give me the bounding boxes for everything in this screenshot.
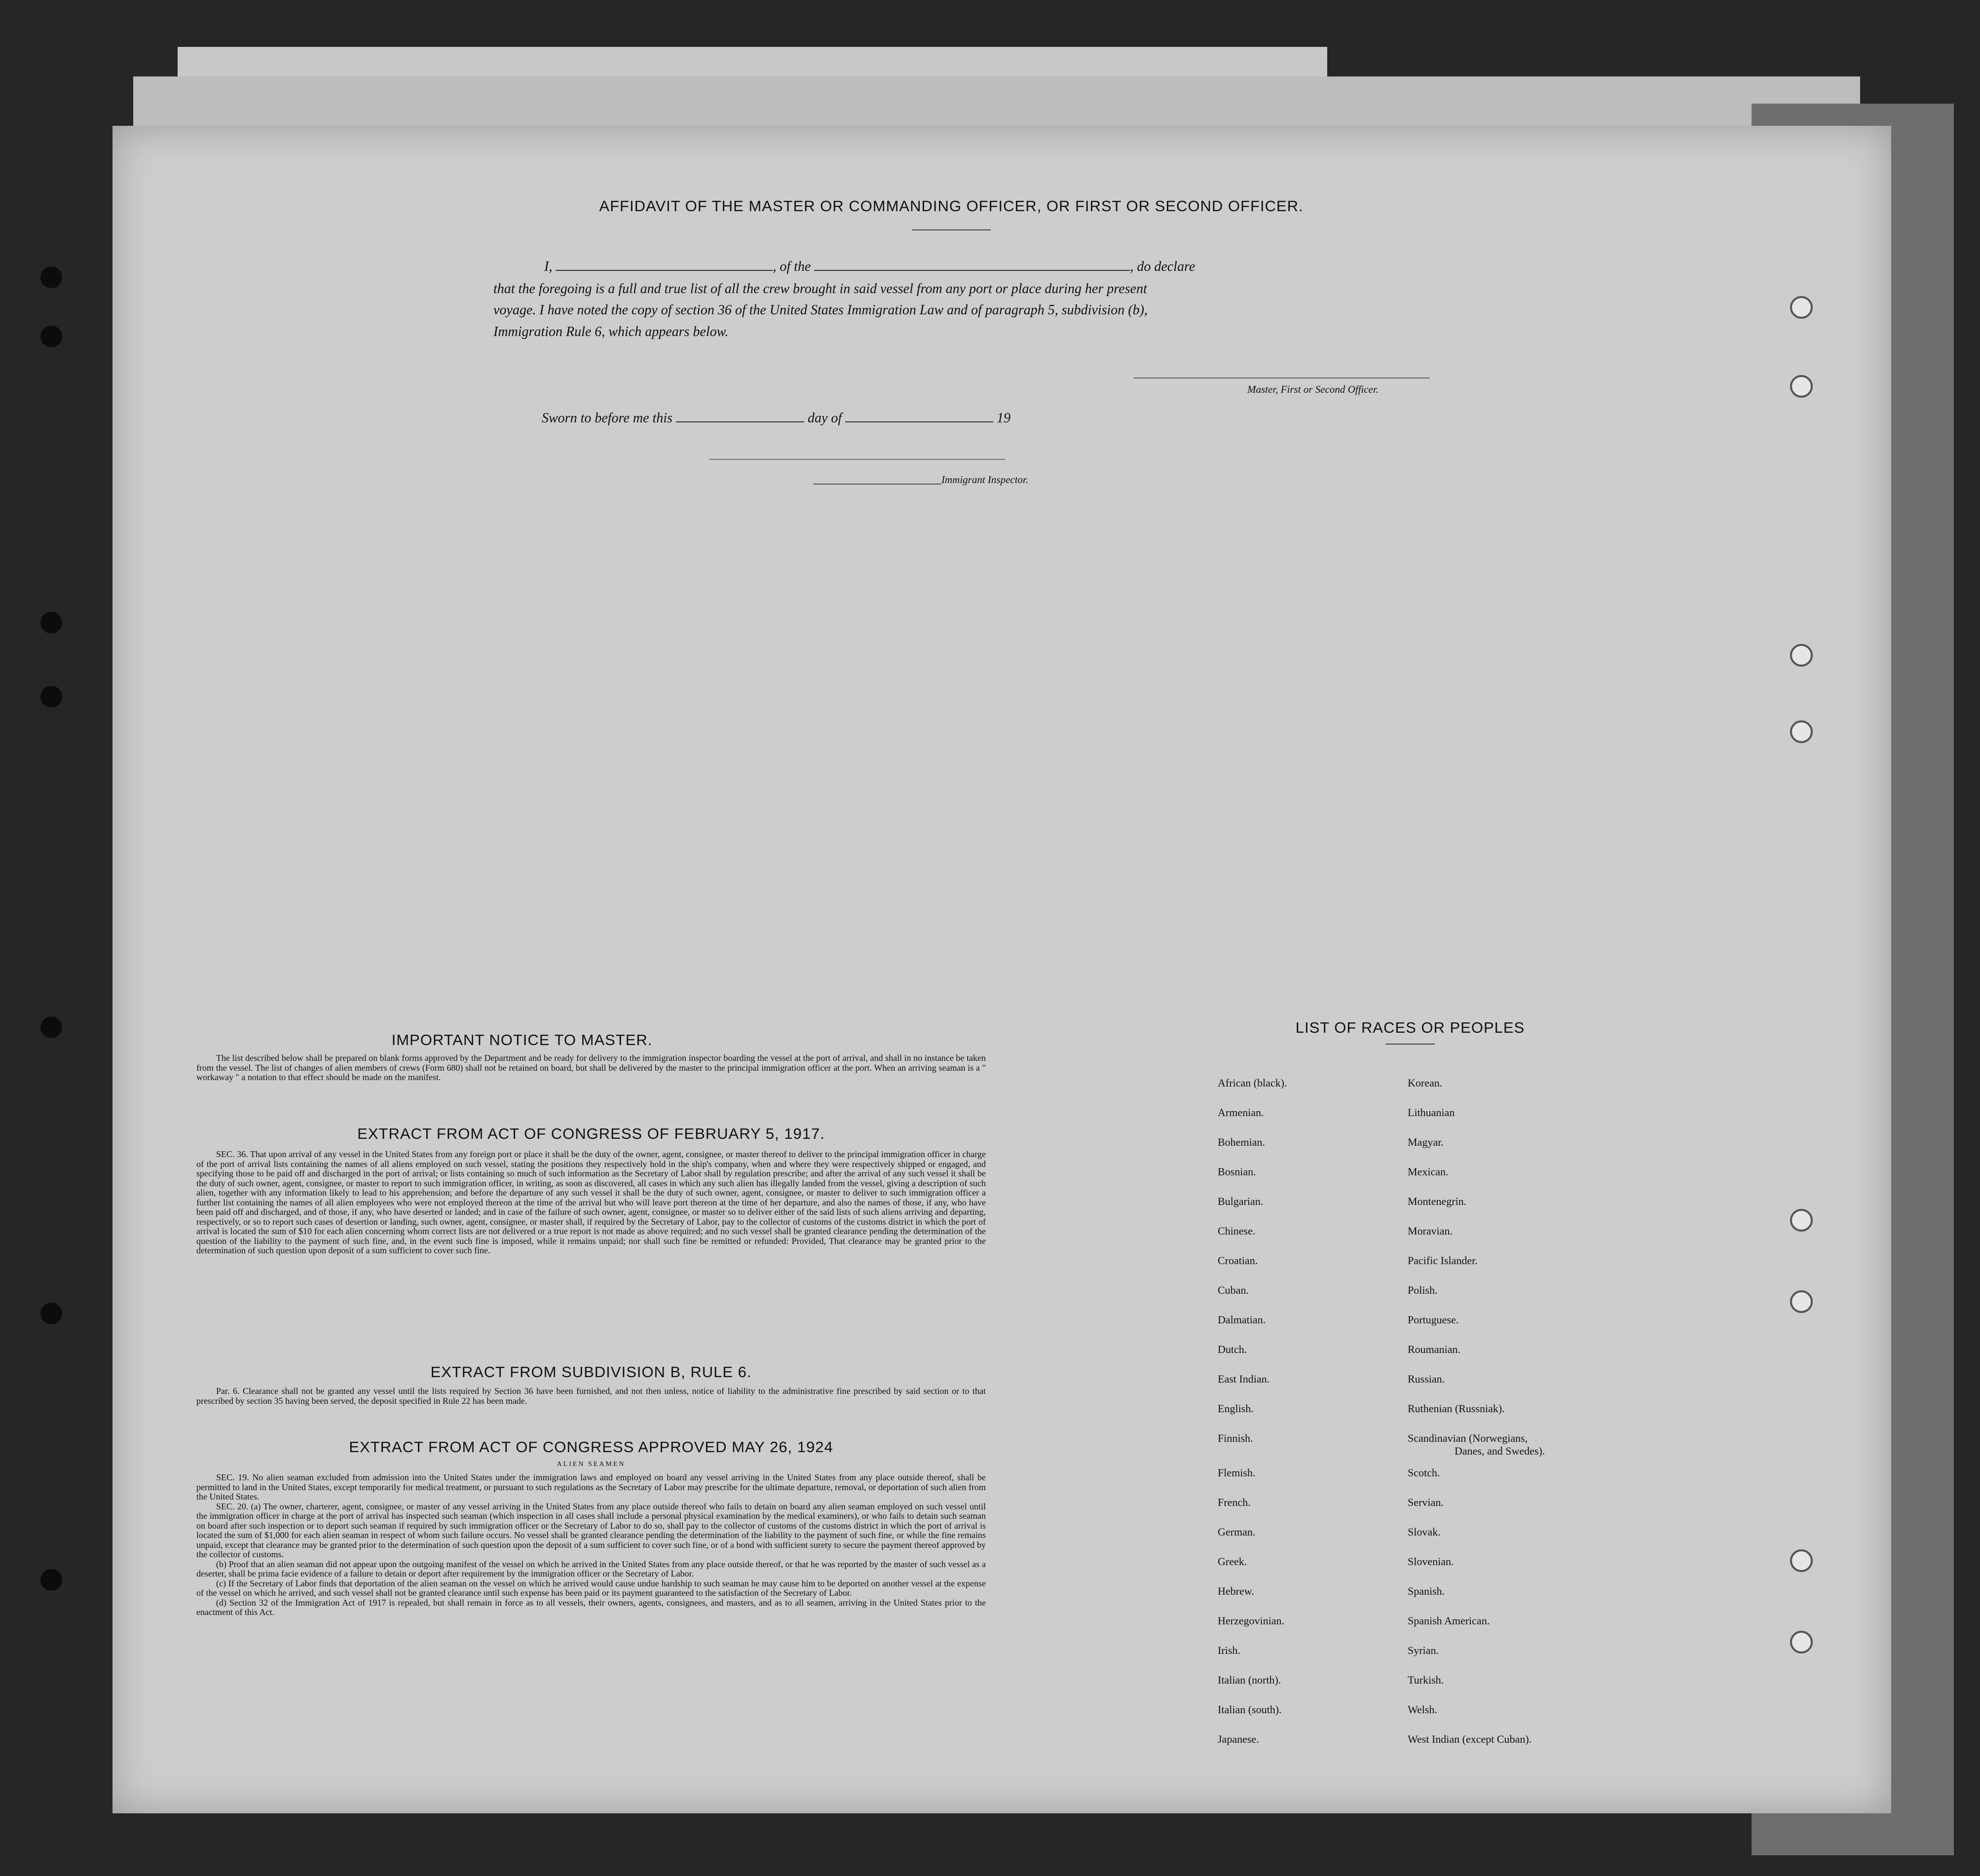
sworn-line — [542, 410, 1010, 426]
race-item: Japanese. — [1218, 1733, 1259, 1745]
race-item: Roumanian. — [1408, 1343, 1460, 1355]
races-title: LIST OF RACES OR PEOPLES — [1295, 1019, 1525, 1036]
race-item: Chinese. — [1218, 1225, 1256, 1237]
binder-hole — [40, 686, 62, 708]
year-prefix: 19 — [997, 411, 1011, 426]
affidavit-title: AFFIDAVIT OF THE MASTER OR COMMANDING OFFICER, OR FIRST OR SECOND OFFICER. — [599, 197, 1304, 215]
race-item: African (black). — [1218, 1077, 1287, 1089]
affidavit-line-2: that the foregoing is a full and true list of all the crew brought in said vessel from any port or place during her present — [493, 281, 1147, 297]
binder-hole — [40, 1016, 62, 1038]
race-item: Servian. — [1408, 1496, 1444, 1508]
race-item: German. — [1218, 1526, 1256, 1538]
inspector-signature-line[interactable] — [710, 459, 1006, 460]
punch-hole — [1790, 644, 1813, 667]
race-item: Scotch. — [1408, 1466, 1440, 1479]
binder-hole — [40, 266, 62, 288]
binder-hole — [40, 1569, 62, 1591]
race-item: Italian (south). — [1218, 1703, 1282, 1716]
race-item: Flemish. — [1218, 1466, 1256, 1479]
race-item: West Indian (except Cuban). — [1408, 1733, 1532, 1745]
race-item: Lithuanian — [1408, 1106, 1455, 1119]
punch-hole — [1790, 1549, 1813, 1572]
inspector-short-line — [813, 484, 941, 485]
race-item: Hebrew. — [1218, 1585, 1254, 1597]
race-item: Bulgarian. — [1218, 1195, 1264, 1207]
act-1924-text: SEC. 19. No alien seaman excluded from admission into the United States under the immigration laws and employed on board any vessel arriving in the United States from any place outside thereof, shall be permitted to land in the United States, except temporarily for medical treatment, or pursuant to such regulations as the Secretary of Labor may prescribe for the ultimate departure, removal, or deportation of such alien from the United States. SEC. 20. (a) The owner, charterer, agent, consignee, or master of any vessel arriving in the United States from any place outside thereof who fails to detain on board any alien seaman employed on such vessel until the immigration officer in charge at the port of arrival has inspected such seaman (which inspection in all cases shall include a personal physical examination by the medical examiners), or who fails to detain such seaman on board after such inspection or to deport such seaman if required by such immigration officer or the Secretary of Labor to do so, shall pay to the collector of customs of the customs district in which the port of arrival is located the sum of $1,000 for each alien seaman in respect of whom such failure occurs. No vessel shall be granted clearance pending the determination of the liability to the payment of such fine, or while the fine remains unpaid, except that clearance may be granted prior to the determination of such question upon the deposit of a sum sufficient to cover such fine, or of a bond with sufficient surety to secure the payment thereof approved by the collector of customs. (b) Proof that an alien seaman did not appear upon the outgoing manifest of the vessel on which he arrived in the United States from any place outside thereof, or that he was reported by the master of such vessel as a deserter, shall be prima facie evidence of a failure to detain or deport after requirement by the immigration officer or the Secretary of Labor. (c) If the Secretary of Labor finds that deportation of the alien seaman on the vessel on which he arrived would cause undue hardship to such seaman he may cause him to be deported on another vessel at the expense of the vessel on which he arrived, and such vessel shall not be granted clearance until such expense has been paid or its payment guaranteed to the satisfaction of the Secretary of Labor. (d) Section 32 of the Immigration Act of 1917 is repealed, but shall remain in force as to all vessels, their owners, agents, consignees, and masters, and as to all seamen, arriving in the United States prior to the enactment of this Act. — [196, 1472, 986, 1617]
title-rule — [912, 229, 991, 230]
race-item: Russian. — [1408, 1373, 1445, 1385]
act-1917-text: SEC. 36. That upon arrival of any vessel in the United States from any foreign port or place it shall be the duty of the owner, agent, consignee, or master thereof to deliver to the principal immigration officer in charge of the port of arrival lists containing the names of all aliens employed on such vessel, stating the positions they respectively hold in the ship's company, when and where they were respectively shipped or engaged, and specifying those to be paid off and discharged in the port of arrival; or lists containing so much of such information as the Secretary of Labor shall by regulation prescribe; and after the arrival of any such vessel it shall be the duty of such owner, agent, consignee, or master to report to such immigration officer, in writing, as soon as discovered, all cases in which any such alien has illegally landed from the vessel, giving a description of such alien, together with any information likely to lead to his apprehension; and before the departure of any such vessel it shall be the duty of such owner, agent, consignee, or master to deliver to such immigration officer a further list containing the names of all alien employees who were not employed thereon at the time of the arrival but who will leave port thereon at the time of her departure, and also the names of those, if any, who have been paid off and discharged, and of those, if any, who have deserted or landed; and in case of the failure of such owner, agent, consignee, or master so to deliver either of the said lists of such aliens arriving and departing, respectively, or so to report such cases of desertion or landing, such owner, agent, consignee, or master shall, if required by the Secretary of Labor, pay to the collector of customs of the customs district in which the port of arrival is located the sum of $10 for each alien concerning whom correct lists are not delivered or a true report is not made as above required; and no such vessel shall be granted clearance pending the determination of the question of the liability to the payment of such fine, and, in the event such fine is imposed, while it remains unpaid; nor shall such fine be remitted or refunded: Provided, That clearance may be granted prior to the determination of such question upon deposit of a sum sufficient to cover such fine. — [196, 1149, 986, 1255]
race-item: Finnish. — [1218, 1432, 1253, 1444]
sworn-month-blank[interactable] — [845, 410, 993, 422]
race-item: Spanish American. — [1408, 1614, 1490, 1627]
race-item: Polish. — [1408, 1284, 1438, 1296]
race-item: Montenegrin. — [1408, 1195, 1467, 1207]
race-item: Pacific Islander. — [1408, 1254, 1478, 1267]
act-1917-title: EXTRACT FROM ACT OF CONGRESS OF FEBRUARY 5, 1917. — [357, 1125, 825, 1142]
affidavit-declaration-line — [544, 258, 1195, 275]
vessel-blank[interactable] — [814, 258, 1130, 271]
punch-hole — [1790, 1209, 1813, 1232]
binder-hole — [40, 1303, 62, 1324]
affidavit-line-3: voyage. I have noted the copy of section 36 of the United States Immigration Law and of paragraph 5, subdivision (b), — [493, 302, 1148, 318]
race-item: Slovak. — [1408, 1526, 1441, 1538]
alien-seamen-subhead: ALIEN SEAMEN — [557, 1461, 626, 1468]
rule-6-text: Par. 6. Clearance shall not be granted any vessel until the lists required by Section 36 have been furnished, and not then unless, notice of liability to the administrative fine prescribed by said section or to that prescribed by section 35 having been served, the deposit specified in Rule 22 has been made. — [196, 1386, 986, 1406]
race-item: Spanish. — [1408, 1585, 1445, 1597]
race-item: Korean. — [1408, 1077, 1443, 1089]
race-item: Cuban. — [1218, 1284, 1249, 1296]
affidavit-of-the: , of the — [773, 259, 811, 274]
punch-hole — [1790, 720, 1813, 743]
race-item: Moravian. — [1408, 1225, 1453, 1237]
race-item: French. — [1218, 1496, 1251, 1508]
master-signature-caption: Master, First or Second Officer. — [1247, 383, 1379, 395]
act-1924-title: EXTRACT FROM ACT OF CONGRESS APPROVED MAY 26, 1924 — [349, 1438, 833, 1456]
race-item: Bohemian. — [1218, 1136, 1265, 1148]
race-item: Slovenian. — [1408, 1555, 1454, 1568]
sworn-day-blank[interactable] — [676, 410, 804, 422]
race-item: Welsh. — [1408, 1703, 1437, 1716]
name-blank[interactable] — [556, 258, 773, 271]
race-item: Italian (north). — [1218, 1674, 1281, 1686]
notice-text: The list described below shall be prepared on blank forms approved by the Department and be ready for delivery to the immigration inspector boarding the vessel at the port of arrival, and shall in no instance be taken from the vessel. The list of changes of alien members of crews (Form 680) shall not be retained on board, but shall be delivered by the master to the principal immigration officer at the port. When an arriving seaman is a " workaway " a notation to that effect should be made on the manifest. — [196, 1053, 986, 1082]
binder-hole — [40, 326, 62, 347]
race-item: Dutch. — [1218, 1343, 1247, 1355]
punch-hole — [1790, 296, 1813, 319]
race-item: Dalmatian. — [1218, 1313, 1266, 1326]
race-item: Mexican. — [1408, 1165, 1449, 1178]
document-page — [112, 126, 1891, 1813]
race-item: East Indian. — [1218, 1373, 1270, 1385]
race-item: Turkish. — [1408, 1674, 1444, 1686]
punch-hole — [1790, 1290, 1813, 1313]
race-item: Ruthenian (Russniak). — [1408, 1402, 1505, 1415]
binder-hole — [40, 612, 62, 634]
race-item: Danes, and Swedes). — [1455, 1445, 1545, 1457]
underlying-sheet-top — [178, 47, 1327, 76]
race-item: Syrian. — [1408, 1644, 1439, 1656]
affidavit-line-4: Immigration Rule 6, which appears below. — [493, 324, 729, 339]
rule-6-title: EXTRACT FROM SUBDIVISION B, RULE 6. — [430, 1363, 752, 1381]
notice-title: IMPORTANT NOTICE TO MASTER. — [391, 1031, 653, 1049]
race-item: Greek. — [1218, 1555, 1247, 1568]
affidavit-do-declare: , do declare — [1130, 259, 1195, 274]
races-title-rule — [1385, 1044, 1435, 1045]
race-item: Irish. — [1218, 1644, 1240, 1656]
race-item: English. — [1218, 1402, 1254, 1415]
master-signature-line[interactable] — [1134, 377, 1430, 378]
race-item: Magyar. — [1408, 1136, 1444, 1148]
race-item: Herzegovinian. — [1218, 1614, 1284, 1627]
race-item: Portuguese. — [1408, 1313, 1459, 1326]
race-item: Scandinavian (Norwegians, — [1408, 1432, 1528, 1444]
punch-hole — [1790, 1631, 1813, 1653]
day-of-text: day of — [807, 411, 842, 426]
race-item: Bosnian. — [1218, 1165, 1256, 1178]
punch-hole — [1790, 375, 1813, 398]
inspector-caption: Immigrant Inspector. — [941, 474, 1029, 486]
affidavit-i: I, — [544, 259, 553, 274]
sworn-text: Sworn to before me this — [542, 411, 672, 426]
race-item: Armenian. — [1218, 1106, 1264, 1119]
race-item: Croatian. — [1218, 1254, 1258, 1267]
